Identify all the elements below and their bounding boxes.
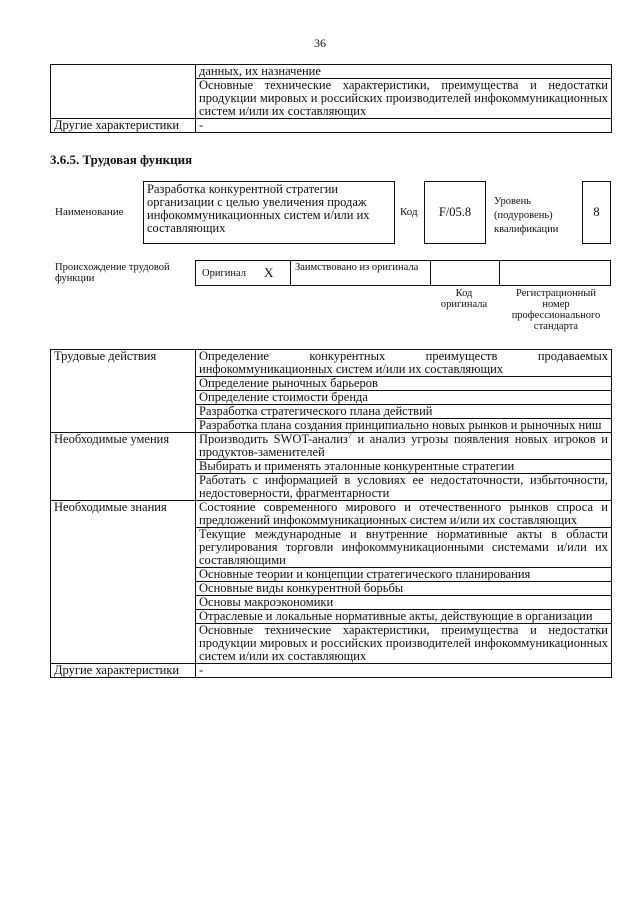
table-cell: Разработка плана создания принципиально новых рынков и рыночных ниш	[196, 419, 612, 433]
table-row	[51, 501, 612, 528]
table-row	[51, 350, 612, 377]
table-cell: Выбирать и применять эталонные конкурентные стратегии	[196, 460, 612, 474]
table-row	[51, 119, 612, 133]
original-mark: X	[264, 265, 274, 280]
group-label: Трудовые действия	[51, 350, 196, 433]
original-cell	[195, 260, 291, 286]
table-cell: Основные технические характеристики, преимущества и недостатки продукции мировых и российских производителей инфокоммуникационных систем и/или их составляющих	[196, 79, 612, 119]
table-cell: Разработка стратегического плана действий	[196, 405, 612, 419]
original-code-cell	[430, 260, 500, 286]
table-cell: -	[196, 119, 612, 133]
table-row	[51, 664, 612, 678]
registration-caption: Регистрационный номер профессионального стандарта	[511, 288, 601, 332]
origin-label: Происхождение трудовой функции	[55, 262, 170, 284]
section-heading: 3.6.5. Трудовая функция	[50, 152, 193, 167]
table-cell	[196, 430, 612, 460]
code-caption: Код оригинала	[440, 288, 488, 310]
swot-text-rest: и анализ угрозы появления новых игроков и продуктов-заменителей	[199, 432, 608, 459]
table-cell: Определение конкурентных преимуществ продаваемых инфокоммуникационных систем и/или их составляющих	[196, 350, 612, 377]
row-label	[51, 65, 196, 119]
borrowed-label: Заимствовано из оригинала	[295, 262, 419, 273]
original-label: Оригинал	[202, 268, 246, 279]
continuation-table	[50, 64, 612, 133]
name-label: Наименование	[55, 206, 124, 218]
table-cell: Определение рыночных барьеров	[196, 377, 612, 391]
table-cell: Состояние современного мирового и отечественного рынков спроса и предложений инфокоммуникационных систем и/или их составляющих	[196, 501, 612, 528]
function-name-box: Разработка конкурентной стратегии организации с целью увеличения продаж инфокоммуникационных систем и/или их составляющих	[143, 181, 395, 244]
function-code-box: F/05.8	[424, 181, 486, 244]
table-row	[51, 65, 612, 79]
swot-text: Производить SWOT-анализ	[199, 432, 348, 446]
table-row	[51, 433, 612, 460]
table-cell: данных, их назначение	[196, 65, 612, 79]
page-number: 36	[314, 36, 326, 50]
group-label: Необходимые умения	[51, 433, 196, 501]
labor-function-table	[50, 349, 612, 678]
group-label: Необходимые знания	[51, 501, 196, 664]
table-cell: Отраслевые и локальные нормативные акты, действующие в организации	[196, 610, 612, 624]
table-cell: -	[196, 664, 612, 678]
table-cell: Основные теории и концепции стратегического планирования	[196, 568, 612, 582]
row-label: Другие характеристики	[51, 119, 196, 133]
table-cell: Определение стоимости бренда	[196, 391, 612, 405]
level-label: Уровень (подуровень) квалификации	[494, 196, 559, 235]
borrowed-cell	[290, 260, 431, 286]
qualification-level-box: 8	[582, 181, 611, 244]
group-label: Другие характеристики	[51, 664, 196, 678]
table-cell: Основы макроэкономики	[196, 596, 612, 610]
table-cell: Работать с информацией в условиях ее недостаточности, избыточности, недостоверности, фрагментарности	[196, 474, 612, 501]
origin-row	[195, 260, 611, 286]
table-cell: Текущие международные и внутренние нормативные акты в области регулирования торговли инфокоммуникационными системами и/или их составляющими	[196, 528, 612, 568]
code-label: Код	[400, 206, 418, 218]
table-cell: Основные виды конкурентной борьбы	[196, 582, 612, 596]
footnote-marker: 7	[347, 430, 352, 440]
registration-number-cell	[499, 260, 611, 286]
table-cell: Основные технические характеристики, преимущества и недостатки продукции мировых и российских производителей инфокоммуникационных систем и/или их составляющих	[196, 624, 612, 664]
